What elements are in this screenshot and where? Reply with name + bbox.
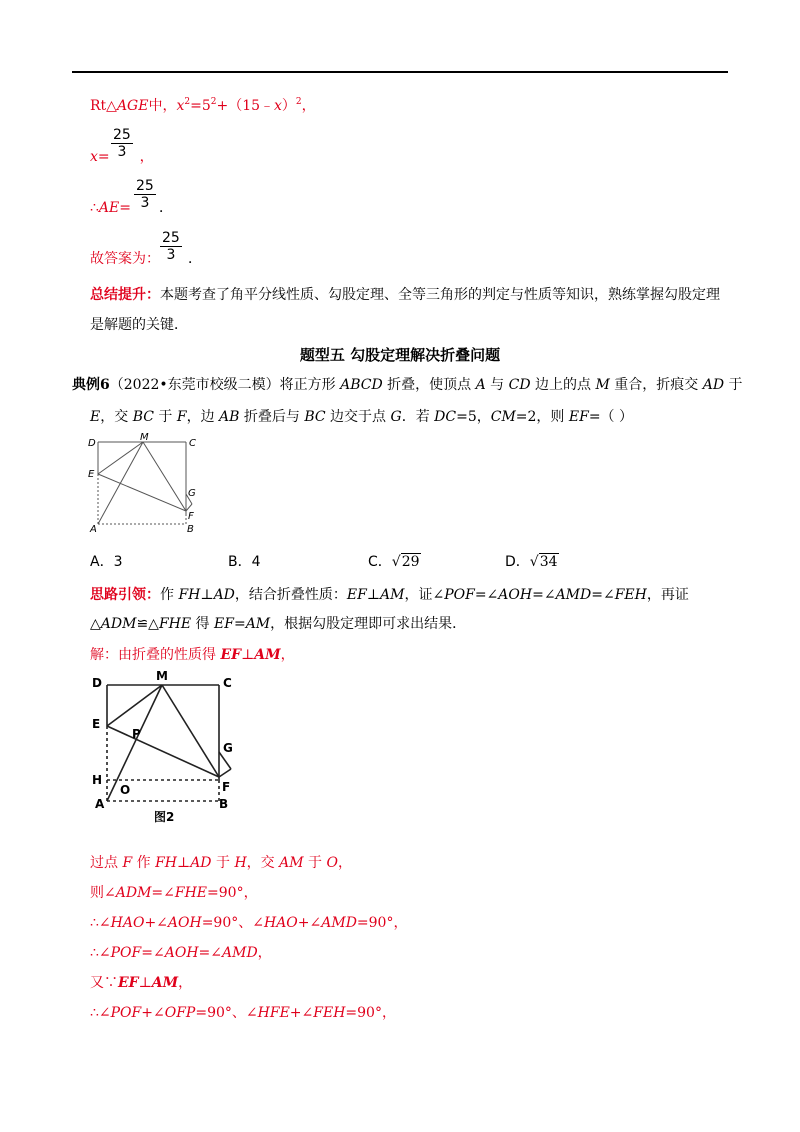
text: 重合，折痕交 bbox=[609, 377, 703, 393]
option-value: 4 bbox=[251, 554, 261, 570]
text: AD bbox=[702, 377, 725, 393]
text: ．若 bbox=[401, 409, 435, 425]
figure-label: A bbox=[90, 524, 97, 535]
figure-label: O bbox=[120, 783, 131, 797]
section-title: 题型五 勾股定理解决折叠问题 bbox=[299, 346, 501, 364]
text: = bbox=[119, 200, 131, 216]
option-b[interactable] bbox=[228, 553, 261, 571]
step-1 bbox=[90, 854, 352, 872]
text: 是解题的关键． bbox=[90, 317, 188, 333]
text: = bbox=[233, 616, 246, 632]
figure-label: B bbox=[187, 524, 194, 535]
fraction-25-3 bbox=[134, 178, 156, 211]
solution-line bbox=[90, 646, 295, 664]
text: =∠ bbox=[474, 587, 499, 603]
figure-1-diagram bbox=[86, 432, 206, 537]
figure-label: B bbox=[219, 797, 229, 811]
text: AM bbox=[254, 647, 281, 663]
option-label: B． bbox=[228, 554, 252, 570]
text: O bbox=[326, 855, 338, 871]
text: ∴∠ bbox=[90, 945, 111, 961]
option-label: A． bbox=[90, 554, 114, 570]
equation-line-1 bbox=[90, 97, 316, 115]
text: 边交于点 bbox=[325, 409, 391, 425]
text: AMD bbox=[555, 587, 592, 603]
edge-fold bbox=[186, 504, 192, 511]
text: HAO bbox=[263, 915, 298, 931]
exponent: 2 bbox=[210, 97, 217, 107]
figure-2-diagram bbox=[86, 666, 246, 826]
hint-label: 思路引领： bbox=[90, 587, 160, 603]
text: 故答案为： bbox=[90, 251, 160, 267]
text: EF bbox=[220, 647, 242, 663]
numerator: 25 bbox=[136, 178, 154, 194]
option-a[interactable] bbox=[90, 553, 123, 571]
text: FHE bbox=[158, 616, 192, 632]
text: +∠ bbox=[144, 915, 168, 931]
text: EF bbox=[118, 975, 139, 991]
text: ，根据勾股定理即可求出结果． bbox=[270, 616, 467, 632]
text: ABCD bbox=[340, 377, 383, 393]
text: x bbox=[176, 98, 185, 114]
summary-line-2 bbox=[90, 316, 188, 334]
radicand: 29 bbox=[401, 554, 420, 570]
option-c[interactable] bbox=[368, 553, 421, 571]
text: ⊥ bbox=[138, 975, 152, 991]
figure-caption: 图2 bbox=[154, 810, 175, 824]
text: = bbox=[97, 149, 110, 165]
edge-em bbox=[98, 442, 143, 474]
text: 本题考查了角平分线性质、勾股定理、全等三角形的判定与性质等知识，熟练掌握勾股定理 bbox=[160, 287, 720, 303]
text: 作 bbox=[132, 855, 156, 871]
text: ， bbox=[337, 855, 352, 871]
figure-label: H bbox=[92, 773, 103, 787]
text: 则∠ bbox=[90, 885, 116, 901]
text: FHE bbox=[174, 885, 208, 901]
text: =90°、∠ bbox=[201, 915, 264, 931]
hint-line-2 bbox=[90, 615, 466, 633]
edge-ma bbox=[107, 685, 162, 801]
answer-line bbox=[90, 250, 202, 268]
text: ⊥ bbox=[241, 647, 255, 663]
text: AMD bbox=[222, 945, 258, 961]
text: =5 bbox=[190, 98, 211, 114]
text: AD bbox=[190, 855, 212, 871]
text: +∠ bbox=[141, 1005, 165, 1021]
summary-line-1 bbox=[90, 286, 720, 304]
text: ，交 bbox=[246, 855, 280, 871]
text: HAO bbox=[110, 915, 145, 931]
text: 折叠，使顶点 bbox=[382, 377, 476, 393]
figure-label: E bbox=[92, 717, 101, 731]
text: =∠ bbox=[532, 587, 556, 603]
text: ， bbox=[280, 647, 295, 663]
text: ，再证 bbox=[646, 587, 689, 603]
step-4 bbox=[90, 944, 272, 962]
figure-label: P bbox=[132, 727, 141, 741]
text: ． bbox=[188, 251, 202, 267]
text: AMD bbox=[321, 915, 357, 931]
figure-label: C bbox=[223, 676, 232, 690]
edge-ma bbox=[98, 442, 143, 524]
example-line-2 bbox=[90, 408, 633, 426]
text: =∠ bbox=[591, 587, 615, 603]
text: FH bbox=[155, 855, 178, 871]
text: 过点 bbox=[90, 855, 123, 871]
step-2 bbox=[90, 884, 258, 902]
option-d[interactable] bbox=[505, 553, 559, 571]
text: E bbox=[90, 409, 101, 425]
text: AM bbox=[151, 975, 179, 991]
text: ，交 bbox=[100, 409, 133, 425]
text: =90°， bbox=[207, 885, 258, 901]
text: ， bbox=[257, 945, 272, 961]
figure-label: M bbox=[140, 432, 149, 443]
text: FEH bbox=[313, 1005, 346, 1021]
figure-label: D bbox=[92, 676, 102, 690]
text: =∠ bbox=[198, 945, 222, 961]
text: ． bbox=[159, 200, 173, 216]
text: =90°、∠ bbox=[195, 1005, 258, 1021]
text: ，证∠ bbox=[404, 587, 445, 603]
header-rule bbox=[72, 71, 728, 73]
text: OFP bbox=[164, 1005, 196, 1021]
text: =90°， bbox=[345, 1005, 396, 1021]
hint-line-1 bbox=[90, 586, 689, 604]
text: 又∵ bbox=[90, 975, 118, 991]
option-label: C． bbox=[368, 554, 392, 570]
text: BC bbox=[132, 409, 154, 425]
text: F bbox=[176, 409, 187, 425]
text: （2022•东莞市校级二模）将正方形 bbox=[109, 377, 341, 393]
fraction-25-3 bbox=[111, 127, 133, 160]
text: ，边 bbox=[186, 409, 220, 425]
text: AM bbox=[380, 587, 405, 603]
denominator: 3 bbox=[117, 144, 127, 160]
text: AM bbox=[279, 855, 304, 871]
text: AOH bbox=[164, 945, 199, 961]
figure-label: F bbox=[188, 511, 194, 522]
text: ≌△ bbox=[136, 616, 159, 632]
figure-label: G bbox=[188, 488, 196, 499]
text: AOH bbox=[167, 915, 202, 931]
edge-em bbox=[107, 685, 162, 726]
text: 于 bbox=[211, 855, 235, 871]
text: x bbox=[274, 98, 282, 114]
summary-label: 总结提升： bbox=[90, 287, 160, 303]
text: 中， bbox=[148, 98, 177, 114]
text: 得 bbox=[191, 616, 215, 632]
text: x bbox=[90, 149, 98, 165]
step-6 bbox=[90, 1004, 396, 1022]
text: AD bbox=[213, 587, 235, 603]
text: M bbox=[595, 377, 610, 393]
option-label: D． bbox=[505, 554, 530, 570]
text: ADM bbox=[100, 616, 137, 632]
text: ∴∠ bbox=[90, 915, 111, 931]
text: +∠ bbox=[289, 1005, 314, 1021]
text: 作 bbox=[160, 587, 179, 603]
text: CD bbox=[508, 377, 531, 393]
example-number: 6 bbox=[100, 377, 110, 393]
denominator: 3 bbox=[140, 195, 150, 211]
exponent: 2 bbox=[295, 97, 302, 107]
text: 折叠后与 bbox=[239, 409, 305, 425]
text: =∠ bbox=[141, 945, 165, 961]
text: =2，则 bbox=[515, 409, 569, 425]
text: FEH bbox=[614, 587, 647, 603]
text: Rt△ bbox=[90, 98, 117, 114]
sqrt-expression: √34 bbox=[529, 554, 558, 570]
exponent: 2 bbox=[184, 97, 191, 107]
text: H bbox=[234, 855, 247, 871]
text: =5， bbox=[456, 409, 491, 425]
text: AM bbox=[245, 616, 271, 632]
text: △ bbox=[90, 616, 101, 632]
text: +（15﹣ bbox=[216, 98, 275, 114]
edge-fold bbox=[219, 769, 231, 777]
fraction-25-3 bbox=[160, 230, 182, 263]
text: =90°， bbox=[356, 915, 408, 931]
text: F bbox=[122, 855, 133, 871]
text: 于 bbox=[724, 377, 743, 393]
text: FH bbox=[178, 587, 201, 603]
text: DC bbox=[434, 409, 457, 425]
numerator: 25 bbox=[162, 230, 180, 246]
edge-ef bbox=[107, 726, 219, 777]
figure-label: G bbox=[223, 741, 233, 755]
example-label: 典例 bbox=[72, 377, 100, 393]
figure-label: C bbox=[189, 438, 196, 449]
text: ， bbox=[301, 98, 316, 114]
text: 与 bbox=[485, 377, 509, 393]
numerator: 25 bbox=[113, 127, 131, 143]
figure-label: M bbox=[156, 669, 168, 683]
text: =（ ） bbox=[588, 409, 633, 425]
text: POF bbox=[110, 945, 142, 961]
text: AE bbox=[98, 200, 120, 216]
text: ⊥ bbox=[366, 587, 381, 603]
sqrt-expression: √29 bbox=[391, 554, 420, 570]
text: ， bbox=[139, 149, 154, 165]
text: POF bbox=[444, 587, 475, 603]
radicand: 34 bbox=[539, 554, 558, 570]
text: G bbox=[390, 409, 402, 425]
text: =∠ bbox=[151, 885, 175, 901]
step-5 bbox=[90, 974, 192, 992]
denominator: 3 bbox=[166, 247, 176, 263]
text: ADM bbox=[115, 885, 152, 901]
text: AGE bbox=[116, 98, 149, 114]
text: ） bbox=[281, 98, 296, 114]
text: 于 bbox=[153, 409, 177, 425]
text: BC bbox=[304, 409, 326, 425]
text: AB bbox=[219, 409, 240, 425]
text: AOH bbox=[498, 587, 533, 603]
figure-label: F bbox=[222, 780, 231, 794]
text: +∠ bbox=[297, 915, 322, 931]
text: EF bbox=[214, 616, 234, 632]
text: HFE bbox=[257, 1005, 290, 1021]
text: ∴∠ bbox=[90, 1005, 111, 1021]
text: ⊥ bbox=[177, 855, 191, 871]
figure-label: E bbox=[88, 469, 95, 480]
text: ，结合折叠性质： bbox=[234, 587, 347, 603]
step-3 bbox=[90, 914, 407, 932]
text: EF bbox=[568, 409, 589, 425]
example-line-1 bbox=[72, 376, 743, 394]
equation-line-3 bbox=[90, 199, 173, 217]
text: 于 bbox=[303, 855, 327, 871]
figure-label: D bbox=[88, 438, 96, 449]
text: A bbox=[475, 377, 486, 393]
edge-ef bbox=[98, 474, 186, 511]
figure-label: A bbox=[95, 797, 105, 811]
text: 解：由折叠的性质得 bbox=[90, 647, 221, 663]
therefore-symbol: ∴ bbox=[90, 200, 99, 216]
text: POF bbox=[110, 1005, 142, 1021]
option-value: 3 bbox=[113, 554, 123, 570]
edge-mf bbox=[143, 442, 186, 511]
text: EF bbox=[346, 587, 367, 603]
text: 边上的点 bbox=[530, 377, 596, 393]
text: ， bbox=[178, 975, 193, 991]
text: CM bbox=[490, 409, 516, 425]
text: ⊥ bbox=[200, 587, 214, 603]
